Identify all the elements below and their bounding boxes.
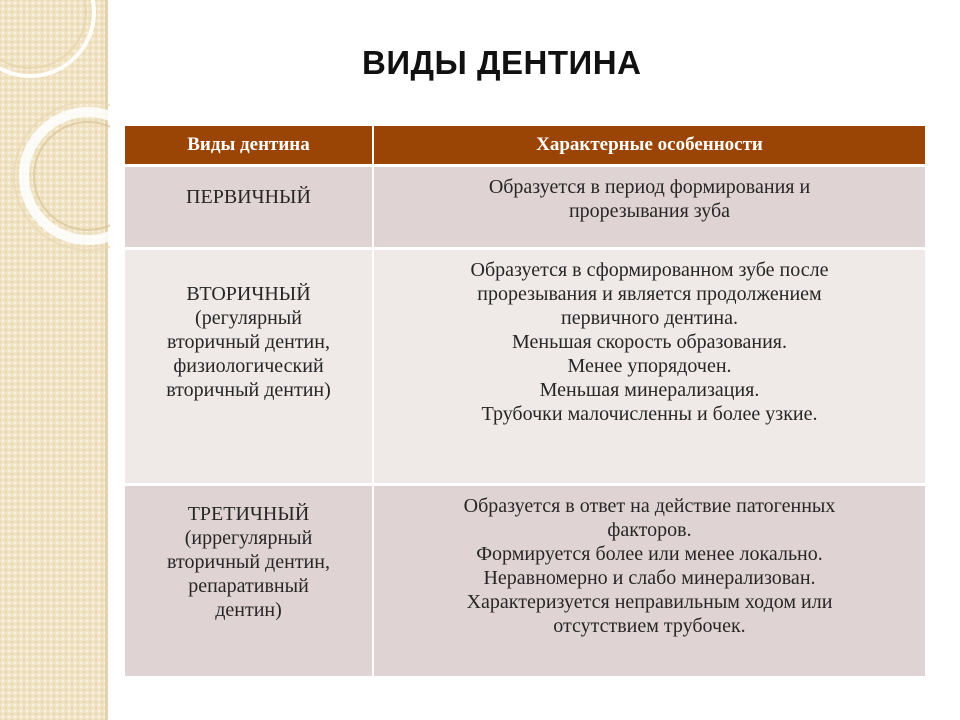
feature-line: Характеризуется неправильным ходом или <box>466 591 833 613</box>
feature-line: первичного дентина. <box>561 307 738 329</box>
feature-line: Образуется в ответ на действие патогенных <box>463 495 836 517</box>
dentin-types-table <box>125 126 925 676</box>
feature-line: Меньшая минерализация. <box>539 379 760 401</box>
feature-line: прорезывания зуба <box>568 200 731 222</box>
header-dentin-types: Виды дентина <box>125 126 373 166</box>
row-secondary-type <box>125 249 373 485</box>
feature-line: отсутствием трубочек. <box>553 615 746 637</box>
feature-line: Образуется в период формирования и <box>488 176 811 198</box>
table-row <box>125 166 925 249</box>
row-tertiary-type <box>125 485 373 677</box>
feature-line: факторов. <box>607 519 692 541</box>
header-features: Характерные особенности <box>373 126 925 166</box>
feature-line: Меньшая скорость образования. <box>511 331 787 353</box>
type-label: ПЕРВИЧНЫЙ <box>186 186 311 208</box>
table-row <box>125 485 925 677</box>
feature-line: Неравномерно и слабо минерализован. <box>483 567 816 589</box>
row-primary-features <box>373 166 925 249</box>
type-label: ТРЕТИЧНЫЙ (иррегулярный вторичный дентин, репаративный дентин) <box>167 503 330 621</box>
feature-line: Менее упорядочен. <box>567 355 732 377</box>
slide-title: ВИДЫ ДЕНТИНА <box>362 44 642 81</box>
row-primary-type <box>125 166 373 249</box>
decorative-circles <box>0 0 110 260</box>
feature-line: Образуется в сформированном зубе после <box>470 259 829 281</box>
row-tertiary-features <box>373 485 925 677</box>
table-row <box>125 249 925 485</box>
table-header-row <box>125 126 925 166</box>
feature-line: Трубочки малочисленны и более узкие. <box>481 403 818 425</box>
row-secondary-features <box>373 249 925 485</box>
type-label: ВТОРИЧНЫЙ (регулярный вторичный дентин, физиологический вторичный дентин) <box>166 283 331 401</box>
feature-line: Формируется более или менее локально. <box>476 543 823 565</box>
feature-line: прорезывания и является продолжением <box>477 283 822 305</box>
